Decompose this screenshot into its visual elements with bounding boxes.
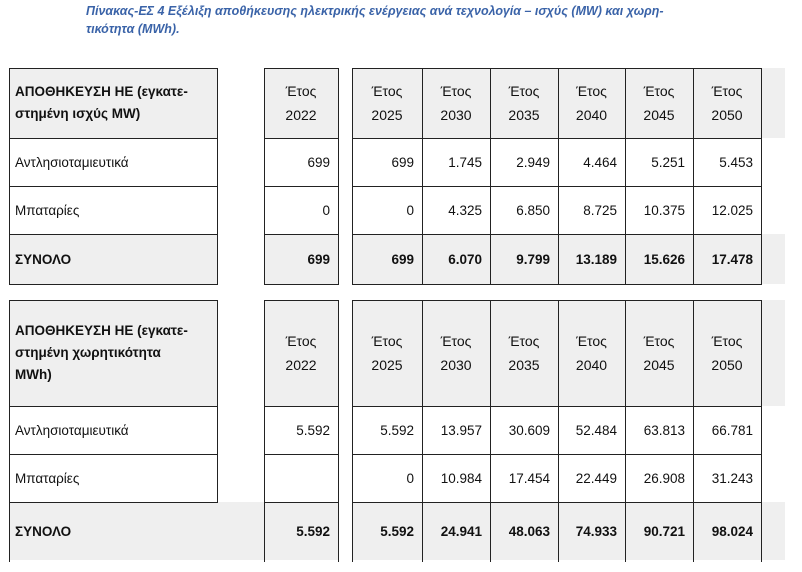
year-value: 2045 bbox=[643, 357, 675, 373]
value-cell: 1.745 bbox=[448, 154, 482, 170]
value-cell: 10.984 bbox=[440, 470, 482, 486]
row-label: ΣΥΝΟΛΟ bbox=[15, 251, 72, 267]
year-prefix: Έτος bbox=[508, 333, 540, 349]
value-cell: 2.949 bbox=[516, 154, 550, 170]
column-gap bbox=[339, 68, 352, 286]
header-year-2025 bbox=[352, 68, 422, 138]
year-value: 2025 bbox=[371, 107, 403, 123]
year-prefix: Έτος bbox=[643, 333, 675, 349]
table-total-row bbox=[9, 502, 785, 560]
header-label-line-3: MWh) bbox=[15, 367, 52, 382]
year-value: 2022 bbox=[285, 107, 317, 123]
value-cell: 17.454 bbox=[508, 470, 550, 486]
row-label: Μπαταρίες bbox=[15, 202, 80, 218]
header-label-line-1: ΑΠΟΘΗΚΕΥΣΗ ΗΕ (εγκατε- bbox=[15, 84, 188, 99]
year-prefix: Έτος bbox=[711, 333, 743, 349]
value-cell: 8.725 bbox=[583, 202, 617, 218]
header-year-2025 bbox=[352, 300, 422, 406]
value-cell: 9.799 bbox=[516, 251, 550, 267]
value-cell: 4.325 bbox=[448, 202, 482, 218]
year-prefix: Έτος bbox=[371, 333, 403, 349]
value-cell: 699 bbox=[391, 154, 414, 170]
value-cell: 5.592 bbox=[380, 523, 414, 539]
value-cell: 74.933 bbox=[575, 523, 617, 539]
year-value: 2050 bbox=[711, 107, 743, 123]
header-year-2045 bbox=[625, 68, 693, 138]
value-cell: 5.453 bbox=[719, 154, 753, 170]
value-cell: 26.908 bbox=[643, 470, 685, 486]
year-prefix: Έτος bbox=[285, 83, 317, 99]
value-cell: 13.957 bbox=[440, 422, 482, 438]
year-prefix: Έτος bbox=[285, 333, 317, 349]
table-total-row bbox=[9, 234, 785, 284]
year-prefix: Έτος bbox=[576, 83, 607, 99]
value-cell: 699 bbox=[307, 251, 330, 267]
value-cell: 15.626 bbox=[643, 251, 685, 267]
table-row bbox=[9, 454, 785, 502]
year-value: 2030 bbox=[440, 357, 472, 373]
table-header-row bbox=[9, 68, 785, 138]
year-value: 2022 bbox=[285, 357, 317, 373]
row-label: Μπαταρίες bbox=[15, 470, 80, 486]
header-year-2045 bbox=[625, 300, 693, 406]
header-year-2030 bbox=[422, 300, 490, 406]
header-year-2035 bbox=[490, 68, 558, 138]
header-year-2030 bbox=[422, 68, 490, 138]
value-cell: 30.609 bbox=[508, 422, 550, 438]
value-cell: 0 bbox=[406, 470, 414, 486]
year-value: 2035 bbox=[508, 107, 540, 123]
table-caption bbox=[86, 2, 726, 38]
year-prefix: Έτος bbox=[643, 83, 675, 99]
value-cell: 10.375 bbox=[643, 202, 685, 218]
value-cell: 31.243 bbox=[711, 470, 753, 486]
value-cell: 5.592 bbox=[380, 422, 414, 438]
value-cell: 5.251 bbox=[651, 154, 685, 170]
header-year-2050 bbox=[693, 300, 761, 406]
header-year-2040 bbox=[558, 68, 625, 138]
value-cell: 63.813 bbox=[643, 422, 685, 438]
value-cell: 4.464 bbox=[583, 154, 617, 170]
column-gap bbox=[339, 300, 352, 562]
value-cell: 6.850 bbox=[516, 202, 550, 218]
year-value: 2025 bbox=[371, 357, 403, 373]
table-row bbox=[9, 406, 785, 454]
storage-power-table bbox=[9, 68, 785, 286]
column-gap bbox=[218, 300, 264, 502]
table-row bbox=[9, 186, 785, 234]
header-label-line-2: στημένη χωρητικότητα bbox=[15, 345, 161, 360]
year-prefix: Έτος bbox=[576, 333, 607, 349]
value-cell: 22.449 bbox=[575, 470, 617, 486]
value-cell: 0 bbox=[406, 202, 414, 218]
header-label-cell bbox=[9, 68, 217, 138]
year-value: 2030 bbox=[440, 107, 472, 123]
value-cell: 17.478 bbox=[711, 251, 753, 267]
year-prefix: Έτος bbox=[440, 333, 472, 349]
year-prefix: Έτος bbox=[508, 83, 540, 99]
value-cell: 699 bbox=[307, 154, 330, 170]
value-cell: 13.189 bbox=[575, 251, 617, 267]
value-cell: 699 bbox=[391, 251, 414, 267]
row-label: ΣΥΝΟΛΟ bbox=[15, 523, 72, 539]
year-value: 2050 bbox=[711, 357, 743, 373]
value-cell: 6.070 bbox=[448, 251, 482, 267]
value-cell: 5.592 bbox=[296, 523, 330, 539]
row-label: Αντλησιοταμιευτικά bbox=[15, 154, 129, 170]
header-year-2022 bbox=[264, 68, 338, 138]
year-value: 2035 bbox=[508, 357, 540, 373]
caption-line-2: τικότητα (MWh). bbox=[86, 22, 180, 36]
value-cell: 5.592 bbox=[296, 422, 330, 438]
table-row bbox=[9, 138, 785, 186]
value-cell: 98.024 bbox=[711, 523, 753, 539]
caption-line-1: Πίνακας-ΕΣ 4 Εξέλιξη αποθήκευσης ηλεκτρικής ενέργειας ανά τεχνολογία – ισχύς (MW) και χωρη- bbox=[86, 4, 664, 18]
header-year-2040 bbox=[558, 300, 625, 406]
year-value: 2040 bbox=[575, 107, 608, 123]
value-cell: 0 bbox=[322, 202, 330, 218]
year-prefix: Έτος bbox=[371, 83, 403, 99]
header-year-2022 bbox=[264, 300, 338, 406]
table-header-row bbox=[9, 300, 785, 406]
year-value: 2045 bbox=[643, 107, 675, 123]
header-year-2050 bbox=[693, 68, 761, 138]
value-cell: 24.941 bbox=[440, 523, 482, 539]
header-label-line-2: στημένη ισχύς MW) bbox=[15, 106, 141, 121]
year-prefix: Έτος bbox=[711, 83, 743, 99]
value-cell: 66.781 bbox=[711, 422, 753, 438]
header-label-cell bbox=[9, 300, 217, 406]
storage-capacity-table bbox=[9, 300, 785, 562]
value-cell: 52.484 bbox=[575, 422, 617, 438]
column-gap bbox=[218, 68, 264, 286]
value-cell bbox=[264, 454, 338, 502]
row-label: Αντλησιοταμιευτικά bbox=[15, 422, 129, 438]
year-value: 2040 bbox=[575, 357, 608, 373]
year-prefix: Έτος bbox=[440, 83, 472, 99]
value-cell: 12.025 bbox=[711, 202, 753, 218]
header-label-line-1: ΑΠΟΘΗΚΕΥΣΗ ΗΕ (εγκατε- bbox=[15, 323, 188, 338]
value-cell: 90.721 bbox=[643, 523, 685, 539]
header-year-2035 bbox=[490, 300, 558, 406]
value-cell: 48.063 bbox=[508, 523, 550, 539]
